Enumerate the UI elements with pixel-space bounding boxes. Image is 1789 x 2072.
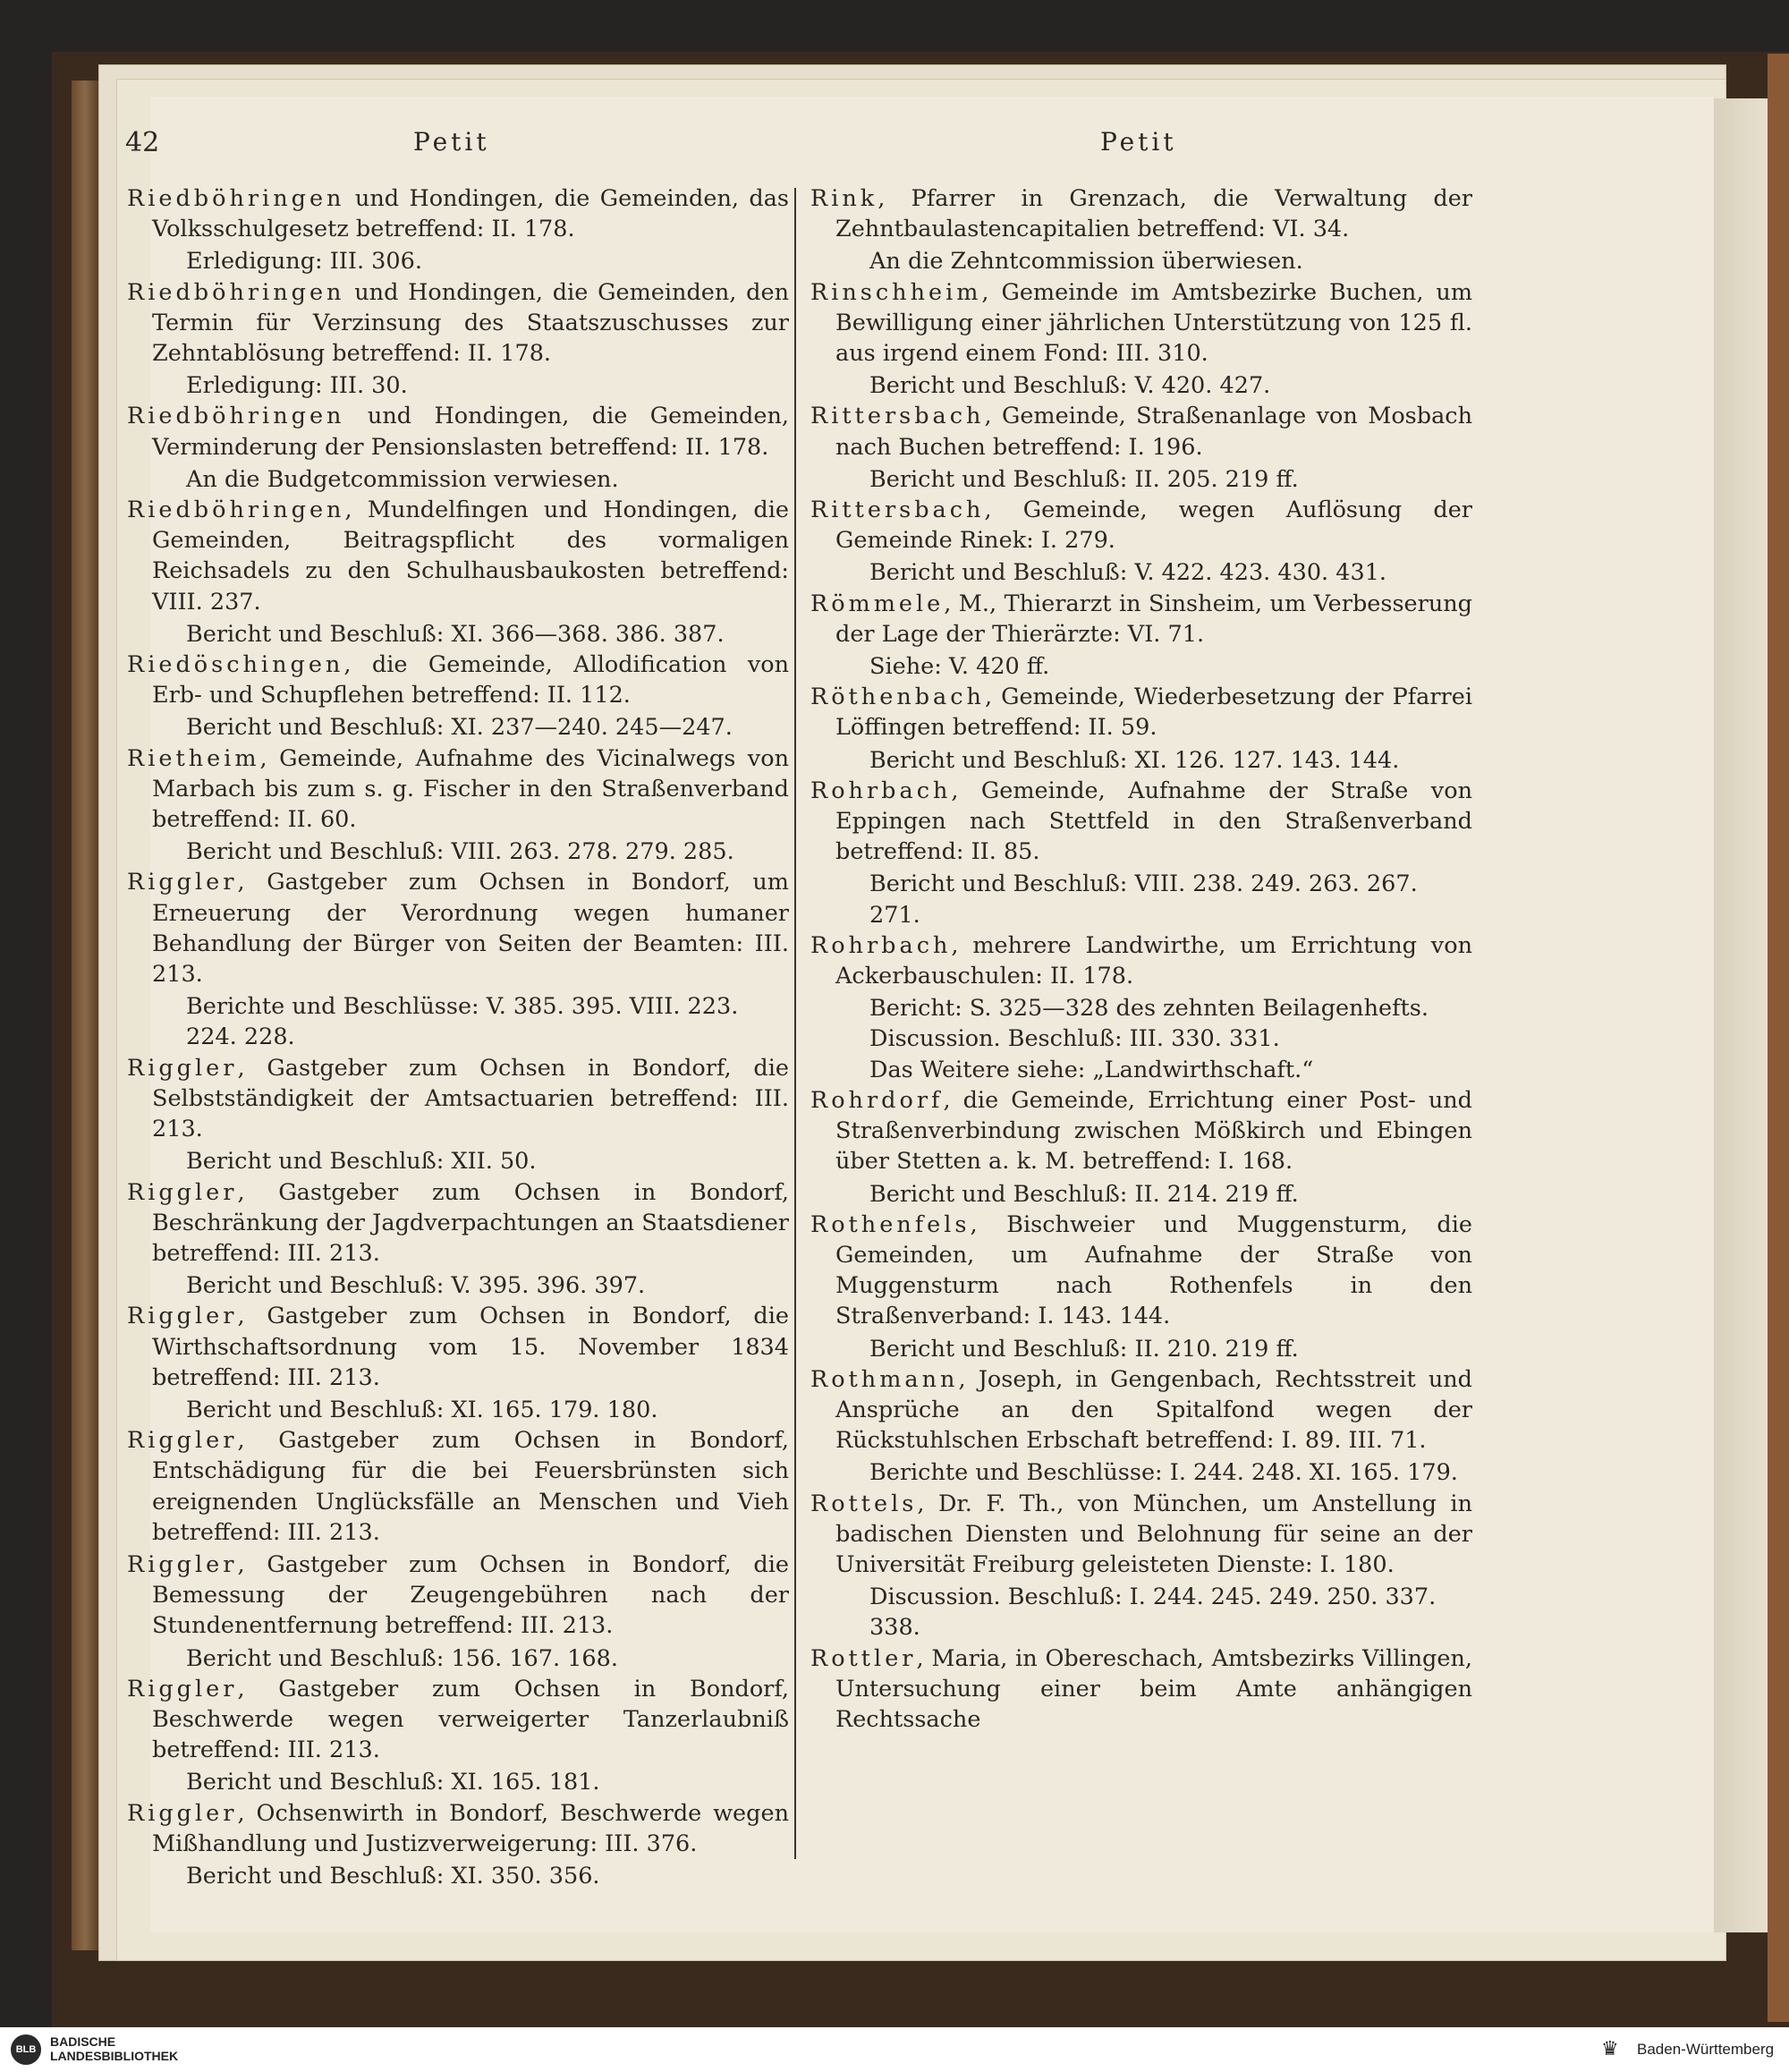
entry-name: Rothmann — [810, 1365, 959, 1393]
entry-reference: Discussion. Beschluß: III. 330. 331. — [869, 1025, 1280, 1053]
entry-reference: Bericht und Beschluß: 156. 167. 168. — [186, 1644, 618, 1672]
index-entry — [810, 495, 1472, 556]
entry-reference: Bericht und Beschluß: II. 205. 219 ff. — [869, 465, 1299, 493]
entry-name: Riedböhringen — [127, 185, 345, 212]
entry-reference: Berichte und Beschlüsse: I. 244. 248. XI. 165. 179. — [869, 1459, 1458, 1487]
index-entry — [127, 183, 789, 244]
index-entry — [127, 1798, 789, 1859]
entry-name: Riggler — [127, 1427, 238, 1455]
entry-reference: Siehe: V. 420 ff. — [869, 653, 1050, 681]
entry-name: Riggler — [127, 1303, 238, 1330]
entry-text: , Gastgeber zum Ochsen in Bondorf, Beschränkung der Jagdverpachtungen an Staatsdiener betreffend: III. 213. — [152, 1178, 789, 1267]
library-name — [50, 2034, 178, 2063]
index-entry — [810, 277, 1472, 369]
entry-reference: Berichte und Beschlüsse: V. 385. 395. VIII. 223. 224. 228. — [186, 993, 739, 1051]
entry-name: Riggler — [127, 1054, 238, 1082]
index-entry — [810, 682, 1472, 743]
state-name: Baden-Württemberg — [1637, 2041, 1775, 2058]
entry-reference: Bericht und Beschluß: VIII. 263. 278. 279. 285. — [186, 838, 734, 866]
entry-name: Riggler — [127, 1178, 238, 1206]
entry-reference: Das Weitere siehe: „Landwirthschaft.“ — [869, 1056, 1314, 1083]
index-entry — [127, 401, 789, 462]
index-entry — [810, 1364, 1472, 1456]
entry-reference: Erledigung: III. 30. — [186, 372, 408, 400]
index-entry — [127, 743, 789, 836]
index-entry — [127, 1177, 789, 1270]
entry-name: Rohrdorf — [810, 1086, 944, 1114]
entry-text: , die Gemeinde, Errichtung einer Post- und Straßenverbindung zwischen Mößkirch und Ebingen über Stetten a. k. M. betreffend: I. 168. — [835, 1086, 1472, 1176]
index-entry — [810, 589, 1472, 650]
entry-text: , Gemeinde, Aufnahme des Vicinalwegs von Marbach bis zum s. g. Fischer in den Straßenverband betreffend: II. 60. — [152, 744, 789, 834]
entry-text: , Bischweier und Muggensturm, die Gemeinden, um Aufnahme der Straße von Muggensturm nach Rothenfels in den Straßenverband: I. 143. 144. — [835, 1210, 1472, 1330]
entry-name: Riggler — [127, 1675, 238, 1703]
index-entry — [127, 1674, 789, 1766]
entry-reference: Bericht und Beschluß: VIII. 238. 249. 263. 267. 271. — [869, 870, 1418, 929]
entry-name: Rink — [810, 185, 878, 212]
entry-text: , Ochsenwirth in Bondorf, Beschwerde wegen Mißhandlung und Justizverweigerung: III. 376. — [152, 1799, 789, 1857]
entry-name: Riggler — [127, 1550, 238, 1578]
entry-name: Rohrbach — [810, 777, 952, 804]
entry-reference: Bericht und Beschluß: XI. 350. 356. — [186, 1862, 600, 1889]
state-coat-of-arms-icon: ♛ — [1601, 2038, 1619, 2060]
index-entry — [810, 930, 1472, 991]
entry-name: Riggler — [127, 869, 238, 896]
index-entry — [810, 183, 1472, 244]
book-board-edge — [72, 81, 98, 1950]
entry-text: , Gemeinde, wegen Auflösung der Gemeinde Rinek: I. 279. — [835, 497, 1472, 555]
entry-text: , Mundelfingen und Hondingen, die Gemeinden, Beitragspflicht des vormaligen Reichsadels zu den Schulhausbaukosten betreffend: VIII. 237. — [152, 497, 789, 616]
entry-name: Rinschheim — [810, 278, 982, 306]
entry-text: , Dr. F. Th., von München, um Anstellung in badischen Diensten und Belohnung für seine an der Universität Freiburg geleisteten Dienste: I. 180. — [835, 1490, 1472, 1578]
entry-text: , Gastgeber zum Ochsen in Bondorf, um Erneuerung der Verordnung wegen humaner Behandlung der Bürger von Seiten der Beamten: III. 213. — [152, 869, 789, 989]
footer-bar — [0, 2027, 1789, 2072]
running-head-left: Petit — [413, 127, 490, 157]
entry-reference: Bericht und Beschluß: XI. 165. 179. 180. — [186, 1396, 658, 1423]
index-entry — [127, 650, 789, 710]
entry-text: , die Gemeinde, Allodification von Erb- und Schupflehen betreffend: II. 112. — [152, 651, 789, 709]
entry-name: Rittersbach — [810, 497, 985, 524]
entry-name: Riedböhringen — [127, 497, 345, 524]
cover-edge-right — [1768, 54, 1789, 2022]
index-entry — [127, 495, 789, 617]
entry-reference: Bericht und Beschluß: XI. 237—240. 245—247. — [186, 714, 733, 742]
entry-text: , Joseph, in Gengenbach, Rechtsstreit und Ansprüche an den Spitalfond wegen der Rückstuhlschen Erbschaft betreffend: I. 89. III. 71. — [835, 1365, 1472, 1455]
entry-name: Rietheim — [127, 744, 260, 772]
index-entry — [810, 1643, 1472, 1736]
left-column — [127, 183, 789, 1891]
running-head-right: Petit — [1100, 127, 1177, 157]
entry-text: , Maria, in Obereschach, Amtsbezirks Villingen, Untersuchung einer beim Amte anhängigen Rechtssache — [835, 1644, 1472, 1733]
entry-reference: Discussion. Beschluß: I. 244. 245. 249. 250. 337. 338. — [869, 1584, 1437, 1642]
library-name-line2: LANDESBIBLIOTHEK — [50, 2049, 179, 2063]
entry-name: Riedböhringen — [127, 278, 345, 306]
entry-reference: Bericht und Beschluß: II. 214. 219 ff. — [869, 1180, 1299, 1208]
entry-text: , Gastgeber zum Ochsen in Bondorf, Beschwerde wegen verweigerter Tanzerlaubniß betreffend: III. 213. — [152, 1675, 789, 1764]
entry-text: und Hondingen, die Gemeinden, Verminderung der Pensionslasten betreffend: II. 178. — [152, 403, 789, 461]
entry-text: , Gastgeber zum Ochsen in Bondorf, die Selbstständigkeit der Amtsactuarien betreffend: III. 213. — [152, 1054, 789, 1143]
index-entry — [127, 1550, 789, 1642]
index-entry — [810, 776, 1472, 868]
index-entry — [810, 1210, 1472, 1332]
entry-name: Römmele — [810, 590, 945, 617]
entry-reference: Erledigung: III. 306. — [186, 248, 422, 276]
entry-reference: Bericht und Beschluß: V. 422. 423. 430. 431. — [869, 559, 1387, 587]
entry-text: , Pfarrer in Grenzach, die Verwaltung der Zehntbaulastencapitalien betreffend: VI. 34. — [835, 185, 1472, 243]
entry-reference: Bericht und Beschluß: V. 420. 427. — [869, 372, 1271, 400]
index-entry — [810, 401, 1472, 462]
index-entry — [127, 1425, 789, 1548]
entry-reference: Bericht und Beschluß: XI. 165. 181. — [186, 1769, 600, 1796]
entry-text: , Gastgeber zum Ochsen in Bondorf, Entschädigung für die bei Feuersbrünsten sich ereignenden Unglücksfälle an Menschen und Vieh betreffend: III. 213. — [152, 1427, 789, 1546]
entry-text: , M., Thierarzt in Sinsheim, um Verbesserung der Lage der Thierärzte: VI. 71. — [835, 590, 1472, 648]
entry-text: , Gastgeber zum Ochsen in Bondorf, die Bemessung der Zeugengebühren nach der Stundenentfernung betreffend: III. 213. — [152, 1550, 789, 1640]
entry-reference: Bericht und Beschluß: V. 395. 396. 397. — [186, 1272, 646, 1300]
column-divider — [794, 188, 796, 1859]
entry-text: , Gastgeber zum Ochsen in Bondorf, die Wirthschaftsordnung vom 15. November 1834 betreffend: III. 213. — [152, 1303, 789, 1391]
entry-name: Röthenbach — [810, 684, 985, 711]
entry-name: Riedöschingen — [127, 651, 344, 679]
entry-name: Riggler — [127, 1799, 238, 1827]
entry-name: Rottler — [810, 1644, 917, 1672]
entry-reference: An die Budgetcommission verwiesen. — [186, 465, 619, 493]
blb-logo-icon: BLB — [11, 2034, 41, 2065]
entry-reference: Bericht und Beschluß: XI. 126. 127. 143. 144. — [869, 746, 1400, 774]
page-number: 42 — [125, 127, 160, 158]
entry-text: und Hondingen, die Gemeinden, das Volksschulgesetz betreffend: II. 178. — [152, 185, 789, 243]
entry-text: , Gemeinde im Amtsbezirke Buchen, um Bewilligung einer jährlichen Unterstützung von 125 fl. aus irgend einem Fond: III. 310. — [835, 278, 1472, 368]
entry-text: , Gemeinde, Straßenanlage von Mosbach nach Buchen betreffend: I. 196. — [835, 403, 1472, 461]
right-column — [810, 183, 1472, 1737]
entry-text: , mehrere Landwirthe, um Errichtung von Ackerbauschulen: II. 178. — [835, 931, 1472, 990]
entry-reference: Bericht: S. 325—328 des zehnten Beilagenhefts. — [869, 995, 1429, 1023]
entry-reference: An die Zehntcommission überwiesen. — [869, 248, 1303, 276]
index-entry — [810, 1489, 1472, 1581]
index-entry — [127, 1301, 789, 1393]
entry-reference: Bericht und Beschluß: XI. 366—368. 386. 387. — [186, 620, 725, 648]
index-entry — [127, 867, 789, 989]
entry-reference: Bericht und Beschluß: II. 210. 219 ff. — [869, 1335, 1299, 1363]
entry-text: und Hondingen, die Gemeinden, den Termin für Verzinsung des Staatszuschusses zur Zehntablösung betreffend: II. 178. — [152, 278, 789, 368]
entry-name: Rothenfels — [810, 1210, 971, 1238]
entry-name: Rohrbach — [810, 931, 952, 959]
entry-text: , Gemeinde, Wiederbesetzung der Pfarrei Löffingen betreffend: II. 59. — [835, 684, 1472, 742]
library-name-line1: BADISCHE — [50, 2034, 116, 2049]
index-entry — [127, 1053, 789, 1145]
entry-text: , Gemeinde, Aufnahme der Straße von Eppingen nach Stettfeld in den Straßenverband betreffend: II. 85. — [835, 777, 1472, 866]
entry-name: Rottels — [810, 1490, 918, 1517]
entry-name: Rittersbach — [810, 403, 985, 430]
entry-name: Riedböhringen — [127, 403, 345, 430]
entry-reference: Bericht und Beschluß: XII. 50. — [186, 1148, 537, 1176]
index-entry — [810, 1085, 1472, 1177]
index-entry — [127, 277, 789, 369]
